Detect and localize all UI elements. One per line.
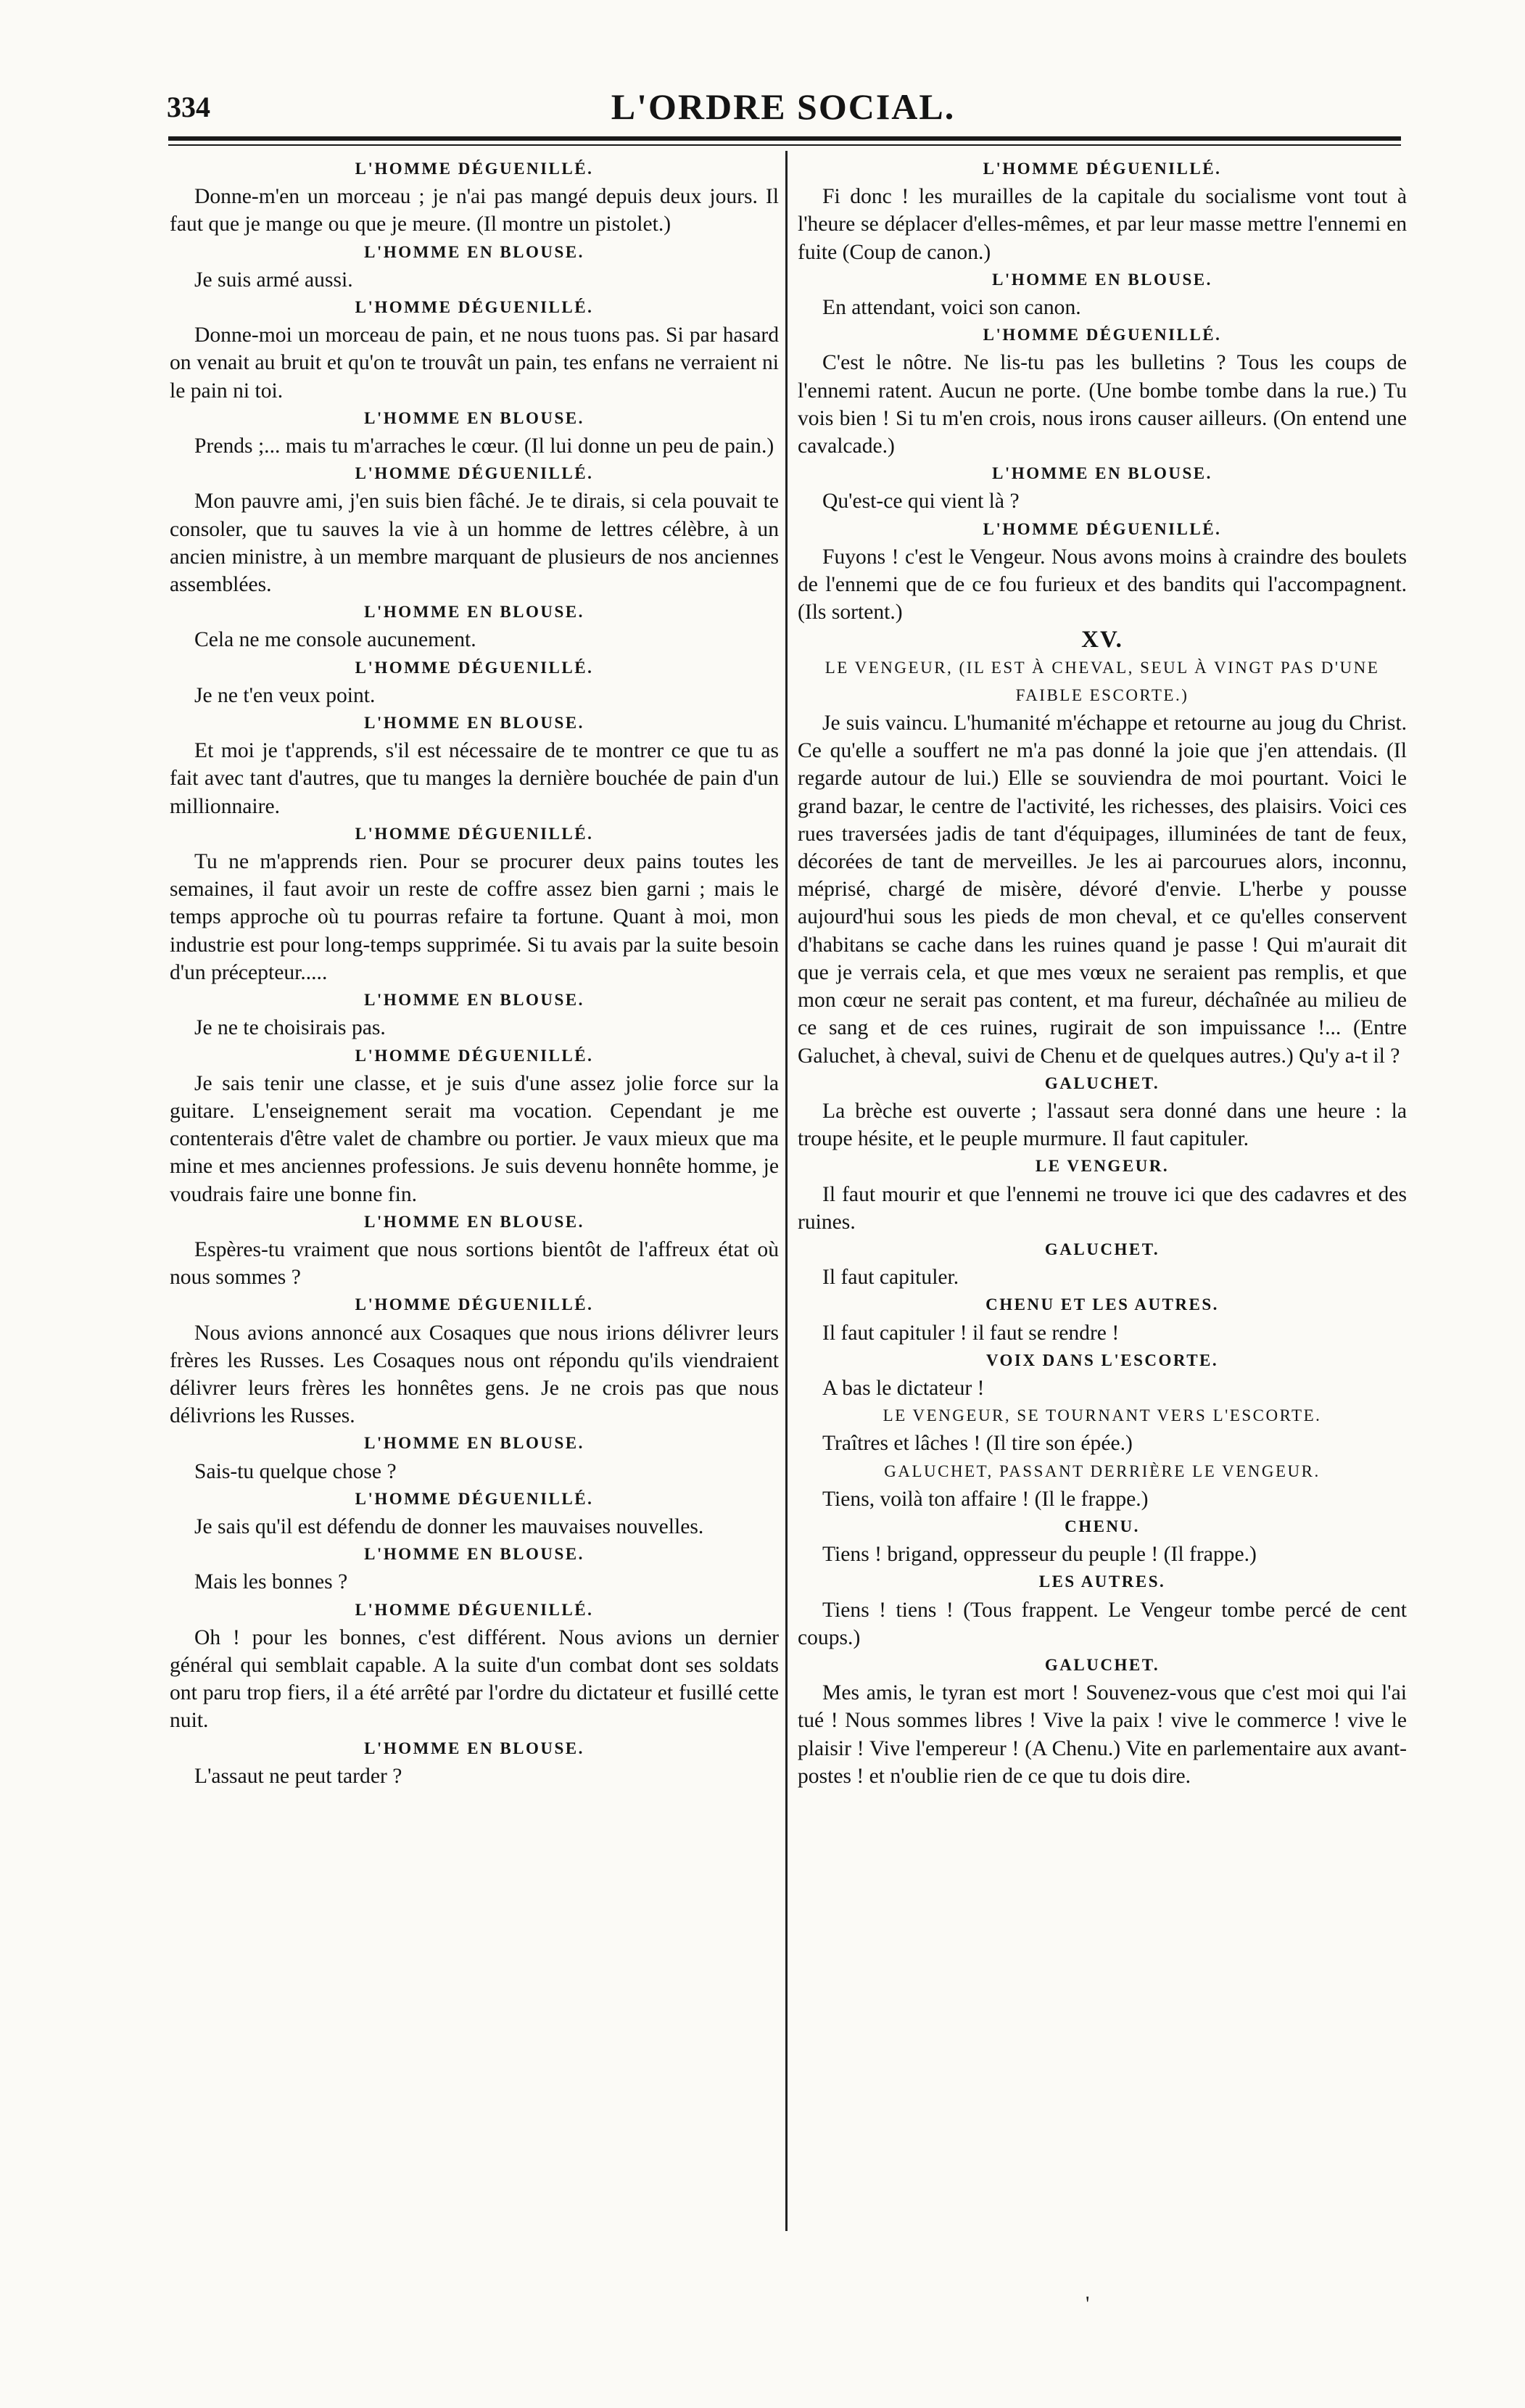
- running-title: L'ORDRE SOCIAL.: [611, 86, 956, 127]
- dialogue-paragraph: Espères-tu vraiment que nous sortions bientôt de l'affreux état où nous sommes ?: [170, 1237, 779, 1290]
- speaker-label: VOIX DANS L'ESCORTE.: [985, 1351, 1219, 1369]
- page-header: [167, 86, 1400, 136]
- speaker-label: LE VENGEUR, SE TOURNANT VERS L'ESCORTE.: [883, 1406, 1322, 1425]
- dialogue-paragraph: Tu ne m'apprends rien. Pour se procurer deux pains toutes les semaines, il faut avoir un reste de coffre assez bien garni ; mais le temps approche où tu pourras refaire ta fortune. Quant à moi, mon industrie est pour long-temps supprimée. Si tu avais par la suite besoin d'un précepteur.....: [170, 850, 779, 984]
- left-column: [170, 155, 779, 1790]
- speaker-label: L'HOMME DÉGUENILLÉ.: [983, 326, 1222, 345]
- speaker-label: L'HOMME DÉGUENILLÉ.: [355, 160, 594, 178]
- speaker-label: L'HOMME DÉGUENILLÉ.: [355, 298, 594, 317]
- footer-mark: ': [1086, 2292, 1090, 2316]
- dialogue-paragraph: Oh ! pour les bonnes, c'est différent. Nous avions un dernier général qui semblait capable. A la suite d'un combat dont ses soldats ont paru trop fiers, il a été arrêté par l'ordre du dictateur et fusillé cette nuit.: [170, 1625, 779, 1733]
- dialogue-paragraph: Je sais qu'il est défendu de donner les mauvaises nouvelles.: [194, 1514, 704, 1538]
- speaker-label: GALUCHET.: [1044, 1073, 1160, 1092]
- dialogue-paragraph: Je suis vaincu. L'humanité m'échappe et retourne au joug du Christ. Ce qu'elle a souffert ne m'a pas donné la joie que j'en attendais. (Il regarde autour de lui.) Elle se souviendra de moi pourtant. Voici le grand bazar, le centre de l'activité, les richesses, des plaisirs. Voici ces rues traversées jadis de tant d'équipages, illuminées de tant de feux, décorées de tant de merveilles. Je les ai parcourues alors, inconnu, méprisé, chargé de misère, dévoré d'envie. L'herbe y pousse aujourd'hui sous les pieds de mon cheval, et ce qu'elles conservent d'habitans se cache dans les ruines quand je passe ! Qui m'aurait dit que je verrais cela, et que mes vœux ne seraient pas remplis, et que mon cœur ne serait pas content, et ma fureur, déchaînée au milieu de ce sang et de ces ruines, rugirait de son impuissance !... (Entre Galuchet, à cheval, suivi de Chenu et de quelques autres.) Qu'y a-t il ?: [798, 712, 1407, 1068]
- speaker-label: L'HOMME EN BLOUSE.: [992, 270, 1212, 289]
- header-rule-thin: [168, 144, 1401, 146]
- speaker-label: L'HOMME EN BLOUSE.: [364, 991, 584, 1010]
- speaker-label: LES AUTRES.: [1038, 1572, 1166, 1591]
- speaker-label: LE VENGEUR, (IL EST À CHEVAL, SEUL À VINGT PAS D'UNE FAIBLE ESCORTE.): [825, 658, 1380, 704]
- dialogue-paragraph: Et moi je t'apprends, s'il est nécessaire de te montrer ce que tu as fait avec tant d'autres, que tu manges la dernière bouchée de pain d'un millionnaire.: [170, 739, 779, 818]
- speaker-label: GALUCHET.: [1044, 1655, 1160, 1674]
- dialogue-paragraph: Tiens, voilà ton affaire ! (Il le frappe.): [822, 1487, 1149, 1511]
- dialogue-paragraph: Il faut capituler ! il faut se rendre !: [822, 1321, 1120, 1345]
- dialogue-paragraph: Il faut mourir et que l'ennemi ne trouve ici que des cadavres et des ruines.: [798, 1182, 1407, 1234]
- speaker-label: L'HOMME EN BLOUSE.: [364, 1434, 584, 1453]
- dialogue-paragraph: Je suis armé aussi.: [194, 268, 353, 292]
- dialogue-paragraph: Prends ;... mais tu m'arraches le cœur. (Il lui donne un peu de pain.): [194, 434, 774, 458]
- dialogue-paragraph: Mon pauvre ami, j'en suis bien fâché. Je te dirais, si cela pouvait te consoler, que tu sauves la vie à un homme de lettres célèbre, à un ancien ministre, à un membre marquant de plusieurs de nos anciennes assemblées.: [170, 490, 779, 597]
- dialogue-paragraph: L'assaut ne peut tarder ?: [194, 1764, 402, 1788]
- speaker-label: LE VENGEUR.: [1035, 1157, 1170, 1176]
- page-number: 334: [167, 91, 210, 123]
- speaker-label: CHENU ET LES AUTRES.: [985, 1295, 1219, 1314]
- dialogue-paragraph: Sais-tu quelque chose ?: [194, 1459, 397, 1483]
- header-rule-thick: [168, 136, 1401, 141]
- dialogue-paragraph: Donne-m'en un morceau ; je n'ai pas mangé depuis deux jours. Il faut que je mange ou que je meure. (Il montre un pistolet.): [170, 185, 779, 236]
- speaker-label: L'HOMME DÉGUENILLÉ.: [983, 160, 1222, 178]
- dialogue-paragraph: Tiens ! brigand, oppresseur du peuple ! (Il frappe.): [822, 1543, 1257, 1567]
- right-column: [798, 155, 1407, 1790]
- speaker-label: L'HOMME DÉGUENILLÉ.: [355, 1600, 594, 1619]
- speaker-label: L'HOMME EN BLOUSE.: [364, 408, 584, 427]
- dialogue-paragraph: Mes amis, le tyran est mort ! Souvenez-vous que c'est moi qui l'ai tué ! Nous sommes libres ! Vive la paix ! vive le commerce ! vive le plaisir ! Vive l'empereur ! (A Chenu.) Vite en parlementaire aux avant-postes ! et n'oublie rien de ce que tu dois dire.: [798, 1681, 1407, 1788]
- speaker-label: GALUCHET, PASSANT DERRIÈRE LE VENGEUR.: [884, 1461, 1321, 1480]
- speaker-label: GALUCHET.: [1044, 1240, 1160, 1258]
- dialogue-paragraph: Mais les bonnes ?: [194, 1570, 348, 1594]
- speaker-label: L'HOMME EN BLOUSE.: [364, 714, 584, 733]
- speaker-label: L'HOMME EN BLOUSE.: [364, 1212, 584, 1231]
- dialogue-paragraph: Tiens ! tiens ! (Tous frappent. Le Vengeur tombe percé de cent coups.): [798, 1598, 1407, 1649]
- speaker-label: L'HOMME DÉGUENILLÉ.: [355, 658, 594, 677]
- dialogue-paragraph: Fi donc ! les murailles de la capitale du socialisme vont tout à l'heure se déplacer d'elles-mêmes, et par leur masse mettre l'ennemi en fuite (Coup de canon.): [798, 185, 1407, 264]
- dialogue-paragraph: Fuyons ! c'est le Vengeur. Nous avons moins à craindre des boulets de l'ennemi que de ce fou furieux et des bandits qui l'accompagnent. (Ils sortent.): [798, 545, 1407, 624]
- dialogue-paragraph: La brèche est ouverte ; l'assaut sera donné dans une heure : la troupe hésite, et le peuple murmure. Il faut capituler.: [798, 1099, 1407, 1151]
- dialogue-paragraph: Donne-moi un morceau de pain, et ne nous tuons pas. Si par hasard on venait au bruit et qu'on te trouvât un pain, tes enfans ne verraient ni le pain ni toi.: [170, 323, 779, 403]
- dialogue-paragraph: Je ne t'en veux point.: [194, 683, 376, 707]
- speaker-label: L'HOMME EN BLOUSE.: [364, 1739, 584, 1757]
- dialogue-paragraph: Traîtres et lâches ! (Il tire son épée.): [822, 1432, 1133, 1456]
- dialogue-paragraph: Je ne te choisirais pas.: [194, 1016, 386, 1040]
- dialogue-paragraph: Cela ne me console aucunement.: [194, 628, 476, 652]
- speaker-label: L'HOMME DÉGUENILLÉ.: [983, 519, 1222, 538]
- scene-number: XV.: [1081, 627, 1123, 653]
- column-divider: [785, 151, 788, 2231]
- dialogue-paragraph: A bas le dictateur !: [822, 1376, 985, 1400]
- speaker-label: CHENU.: [1065, 1517, 1140, 1535]
- speaker-label: L'HOMME EN BLOUSE.: [992, 464, 1212, 483]
- speaker-label: L'HOMME DÉGUENILLÉ.: [355, 1295, 594, 1314]
- speaker-label: L'HOMME EN BLOUSE.: [364, 603, 584, 622]
- speaker-label: L'HOMME DÉGUENILLÉ.: [355, 1046, 594, 1065]
- dialogue-paragraph: En attendant, voici son canon.: [822, 296, 1081, 320]
- dialogue-paragraph: C'est le nôtre. Ne lis-tu pas les bulletins ? Tous les coups de l'ennemi ratent. Aucun ne porte. (Une bombe tombe dans la rue.) Tu vois bien ! Si tu m'en crois, nous irons causer ailleurs. (On entend une cavalcade.): [798, 351, 1407, 458]
- dialogue-paragraph: Il faut capituler.: [822, 1266, 959, 1290]
- speaker-label: L'HOMME DÉGUENILLÉ.: [355, 824, 594, 843]
- dialogue-paragraph: Nous avions annoncé aux Cosaques que nous irions délivrer leurs frères les Russes. Les Cosaques nous ont répondu qu'ils viendraient délivrer leurs frères les honnêtes gens. Je ne crois pas que nous délivrions les Russes.: [170, 1321, 779, 1428]
- speaker-label: L'HOMME EN BLOUSE.: [364, 242, 584, 261]
- speaker-label: L'HOMME EN BLOUSE.: [364, 1545, 584, 1564]
- speaker-label: L'HOMME DÉGUENILLÉ.: [355, 1489, 594, 1508]
- dialogue-paragraph: Je sais tenir une classe, et je suis d'une assez jolie force sur la guitare. L'enseignement serait ma vocation. Cependant je me contenterais d'être valet de chambre ou portier. Je vaux mieux que ma mine et mes anciennes professions. Je suis devenu honnête homme, je voudrais faire une bonne fin.: [170, 1071, 779, 1206]
- speaker-label: L'HOMME DÉGUENILLÉ.: [355, 464, 594, 483]
- dialogue-paragraph: Qu'est-ce qui vient là ?: [822, 490, 1020, 514]
